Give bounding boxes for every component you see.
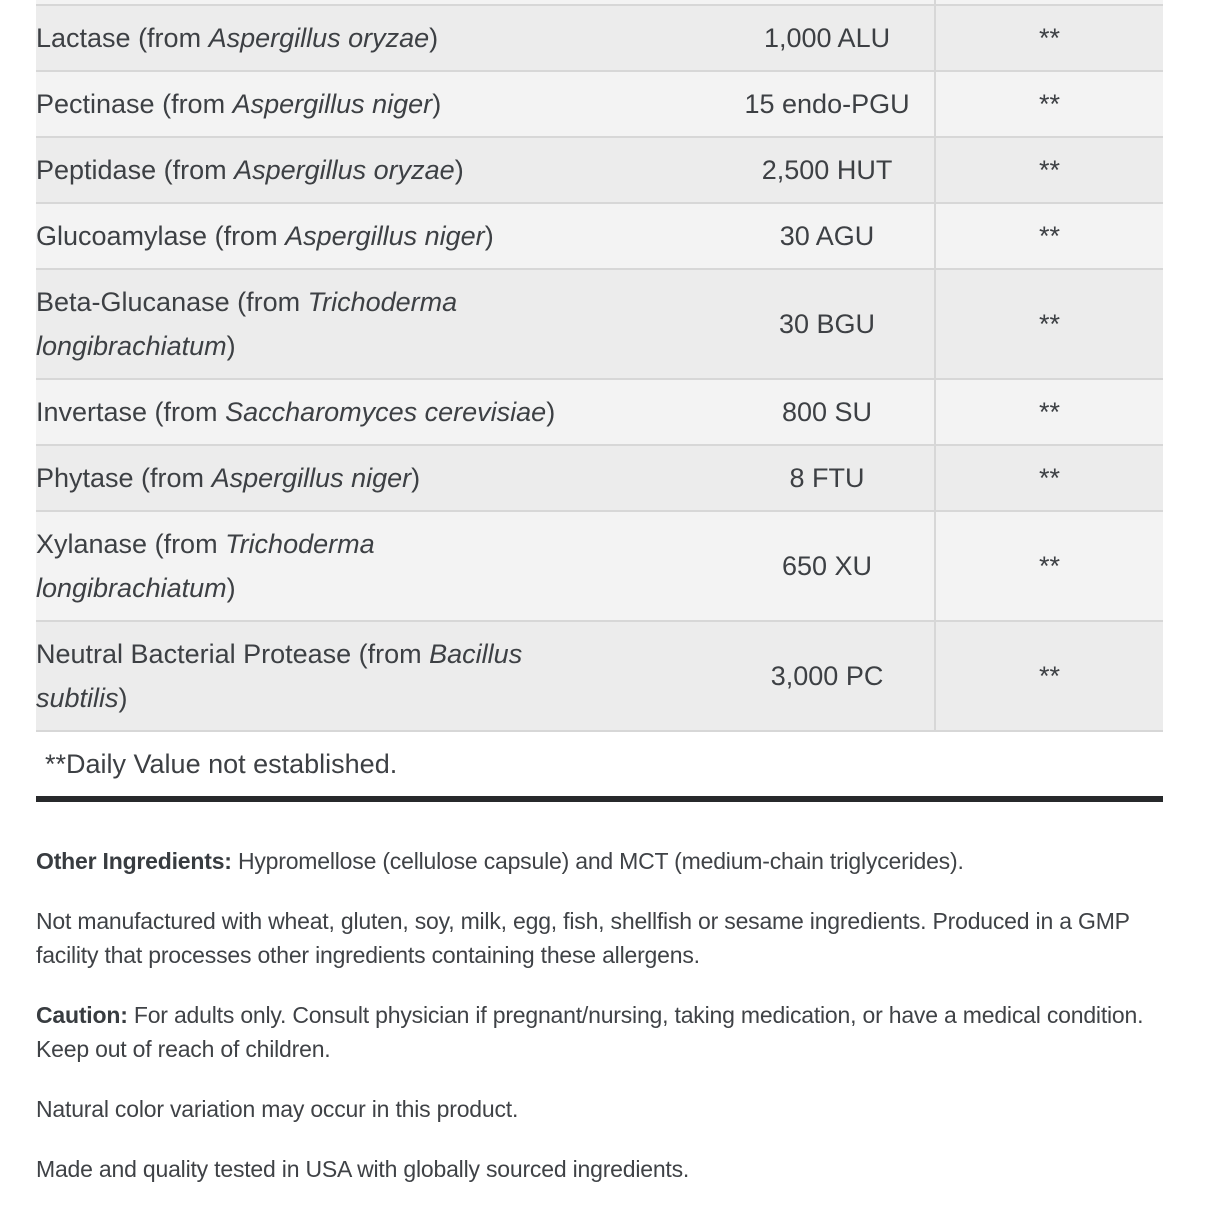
ingredient-amount: 30 AGU	[720, 203, 935, 269]
ingredient-amount: 3,000 PC	[720, 621, 935, 731]
table-row-lactase	[36, 5, 1163, 71]
table-row-beta-glucanase	[36, 269, 1163, 379]
caution-label: Caution:	[36, 1002, 128, 1028]
divider-rule	[36, 796, 1163, 802]
daily-value-cell: **	[935, 5, 1163, 71]
ingredient-name: Glucoamylase (from Aspergillus niger)	[36, 203, 720, 269]
table-row-invertase	[36, 379, 1163, 445]
daily-value-cell: **	[935, 379, 1163, 445]
ingredient-name: Xylanase (from Trichoderma longibrachiatum)	[36, 511, 720, 621]
ingredient-name: Invertase (from Saccharomyces cerevisiae)	[36, 379, 720, 445]
table-row-xylanase	[36, 511, 1163, 621]
table-row-neutral-bacterial-protease	[36, 621, 1163, 731]
table-row-peptidase	[36, 137, 1163, 203]
paragraph-allergen-statement: Not manufactured with wheat, gluten, soy, milk, egg, fish, shellfish or sesame ingredients. Produced in a GMP facility that processes other ingredients containing these allergens.	[36, 908, 1130, 968]
ingredient-amount: 1,000 ALU	[720, 5, 935, 71]
paragraph-caution: Caution: For adults only. Consult physician if pregnant/nursing, taking medication, or have a medical condition. Keep out of reach of children.	[36, 1002, 1144, 1062]
daily-value-cell: **	[935, 445, 1163, 511]
paragraph-color-variation: Natural color variation may occur in this product.	[36, 1096, 519, 1122]
other-ingredients-label: Other Ingredients:	[36, 848, 232, 874]
ingredient-name: Lactase (from Aspergillus oryzae)	[36, 5, 720, 71]
ingredient-amount: 2,500 HUT	[720, 137, 935, 203]
daily-value-cell: **	[935, 511, 1163, 621]
daily-value-footnote: **Daily Value not established.	[45, 749, 398, 779]
daily-value-cell: **	[935, 621, 1163, 731]
daily-value-cell: **	[935, 137, 1163, 203]
label-text-block	[36, 844, 1156, 1186]
ingredient-name: Phytase (from Aspergillus niger)	[36, 445, 720, 511]
ingredient-name: Beta-Glucanase (from Trichoderma longibrachiatum)	[36, 269, 720, 379]
table-row-phytase	[36, 445, 1163, 511]
ingredient-amount: 15 endo-PGU	[720, 71, 935, 137]
ingredient-amount: 8 FTU	[720, 445, 935, 511]
ingredient-name: Pectinase (from Aspergillus niger)	[36, 71, 720, 137]
table-row-glucoamylase	[36, 203, 1163, 269]
table-row-pectinase	[36, 71, 1163, 137]
ingredient-amount: 650 XU	[720, 511, 935, 621]
supplement-facts-table	[36, 0, 1163, 732]
daily-value-cell: **	[935, 203, 1163, 269]
daily-value-cell: **	[935, 269, 1163, 379]
ingredient-amount: 800 SU	[720, 379, 935, 445]
daily-value-cell: **	[935, 71, 1163, 137]
paragraph-other-ingredients: Other Ingredients: Hypromellose (cellulose capsule) and MCT (medium-chain triglycerides).	[36, 848, 964, 874]
paragraph-made-in-usa: Made and quality tested in USA with globally sourced ingredients.	[36, 1156, 690, 1182]
ingredient-name: Peptidase (from Aspergillus oryzae)	[36, 137, 720, 203]
ingredient-amount: 30 BGU	[720, 269, 935, 379]
ingredient-name: Neutral Bacterial Protease (from Bacillus subtilis)	[36, 621, 720, 731]
